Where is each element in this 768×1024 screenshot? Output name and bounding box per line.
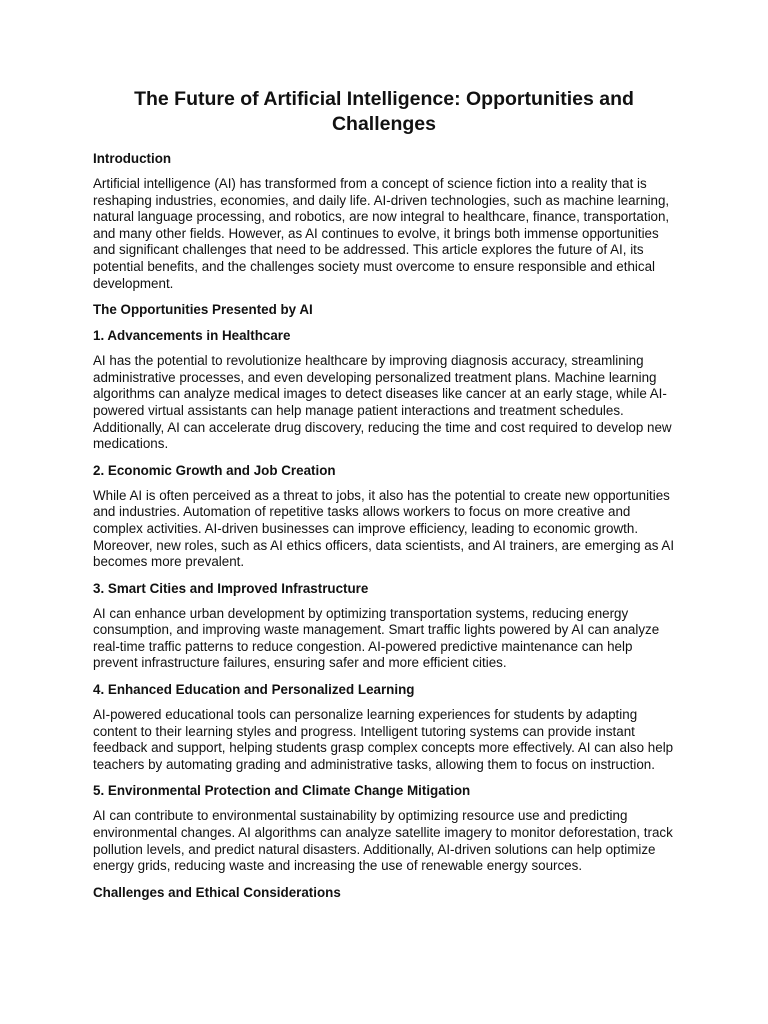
subheading-education: 4. Enhanced Education and Personalized Learning [93,682,415,698]
paragraph-education: AI-powered educational tools can personalize learning experiences for students by adapting content to their learning styles and progress. Intelligent tutoring systems can provide instant feedback and support, helping students grasp complex concepts more effectively. AI can also help teachers by automating grading and administrative tasks, allowing them to focus on instruction. [93,707,674,772]
subheading-economic-growth: 2. Economic Growth and Job Creation [93,462,336,478]
document-title: The Future of Artificial Intelligence: Opportunities and Challenges [134,88,634,135]
subheading-environment: 5. Environmental Protection and Climate Change Mitigation [93,783,471,799]
section-heading-opportunities: The Opportunities Presented by AI [93,302,313,318]
paragraph-smart-cities: AI can enhance urban development by optimizing transportation systems, reducing energy consumption, and improving waste management. Smart traffic lights powered by AI can analyze real-time traffic patterns to reduce congestion. AI-powered predictive maintenance can help prevent infrastructure failures, ensuring safer and more efficient cities. [93,605,660,671]
paragraph-economic-growth: While AI is often perceived as a threat to jobs, it also has the potential to create new opportunities and industries. Automation of repetitive tasks allows workers to focus on more creative and complex activities. AI-driven businesses can improve efficiency, leading to economic growth. Moreover, new roles, such as AI ethics officers, data scientists, and AI trainers, are emerging as AI becomes more prevalent. [93,487,675,570]
paragraph-introduction: Artificial intelligence (AI) has transformed from a concept of science fiction into a reality that is reshaping industries, economies, and daily life. AI-driven technologies, such as machine learning, natural language processing, and robotics, are now integral to healthcare, finance, transportation, and many other fields. However, as AI continues to evolve, it brings both immense opportunities and significant challenges that need to be addressed. This article explores the future of AI, its potential benefits, and the challenges society must overcome to ensure responsible and ethical development. [93,176,670,291]
section-heading-challenges: Challenges and Ethical Considerations [93,884,341,900]
subheading-smart-cities: 3. Smart Cities and Improved Infrastructure [93,580,369,596]
paragraph-environment: AI can contribute to environmental sustainability by optimizing resource use and predicting environmental changes. AI algorithms can analyze satellite imagery to monitor deforestation, track pollution levels, and predict natural disasters. Additionally, AI-driven solutions can help optimize energy grids, reducing waste and increasing the use of renewable energy sources. [93,808,673,874]
paragraph-healthcare: AI has the potential to revolutionize healthcare by improving diagnosis accuracy, streamlining administrative processes, and even developing personalized treatment plans. Machine learning algorithms can analyze medical images to detect diseases like cancer at an early stage, while AI-powered virtual assistants can help manage patient interactions and treatment schedules. Additionally, AI can accelerate drug discovery, reducing the time and cost required to develop new medications. [93,353,672,452]
subheading-healthcare: 1. Advancements in Healthcare [93,328,291,344]
section-heading-introduction: Introduction [93,151,172,166]
